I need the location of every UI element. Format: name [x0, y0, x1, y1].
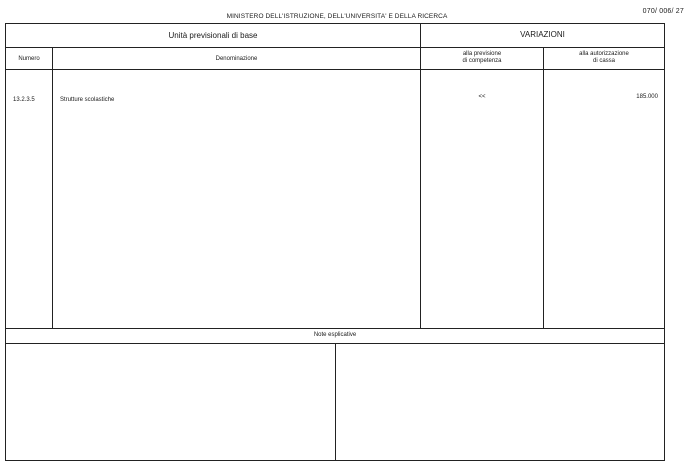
cassa-line-1: alla autorizzazione — [579, 51, 629, 57]
budget-variation-form — [5, 23, 665, 461]
header-bottom-rule — [6, 69, 664, 70]
group-header-upb: Unità previsionali di base — [168, 31, 258, 40]
cassa-line-2: di cassa — [592, 58, 615, 64]
row-numero: 13.2.3.5 — [13, 97, 35, 103]
column-header-numero: Numero — [18, 56, 40, 62]
competenza-line-1: alla previsione — [462, 51, 502, 57]
column-header-cassa — [544, 51, 664, 65]
table-bottom-rule — [6, 328, 664, 329]
row-denominazione: Strutture scolastiche — [60, 97, 115, 103]
ministry-title: MINISTERO DELL'ISTRUZIONE, DELL'UNIVERSITA' E DELLA RICERCA — [226, 13, 448, 20]
column-header-denominazione: Denominazione — [215, 56, 258, 62]
competenza-line-2: di competenza — [462, 58, 502, 64]
variazioni-divider — [420, 24, 421, 328]
notes-title: Note esplicative — [313, 332, 357, 338]
numero-column-divider — [52, 47, 53, 328]
page-code: 070/ 006/ 27 — [642, 8, 684, 15]
row-competenza: << — [478, 94, 486, 100]
notes-split-divider — [335, 343, 336, 460]
group-header-variazioni: VARIAZIONI — [520, 30, 565, 39]
cassa-column-divider — [543, 47, 544, 328]
row-cassa: 185.000 — [636, 94, 658, 100]
column-header-competenza — [421, 51, 543, 65]
header-group-divider — [6, 47, 664, 48]
